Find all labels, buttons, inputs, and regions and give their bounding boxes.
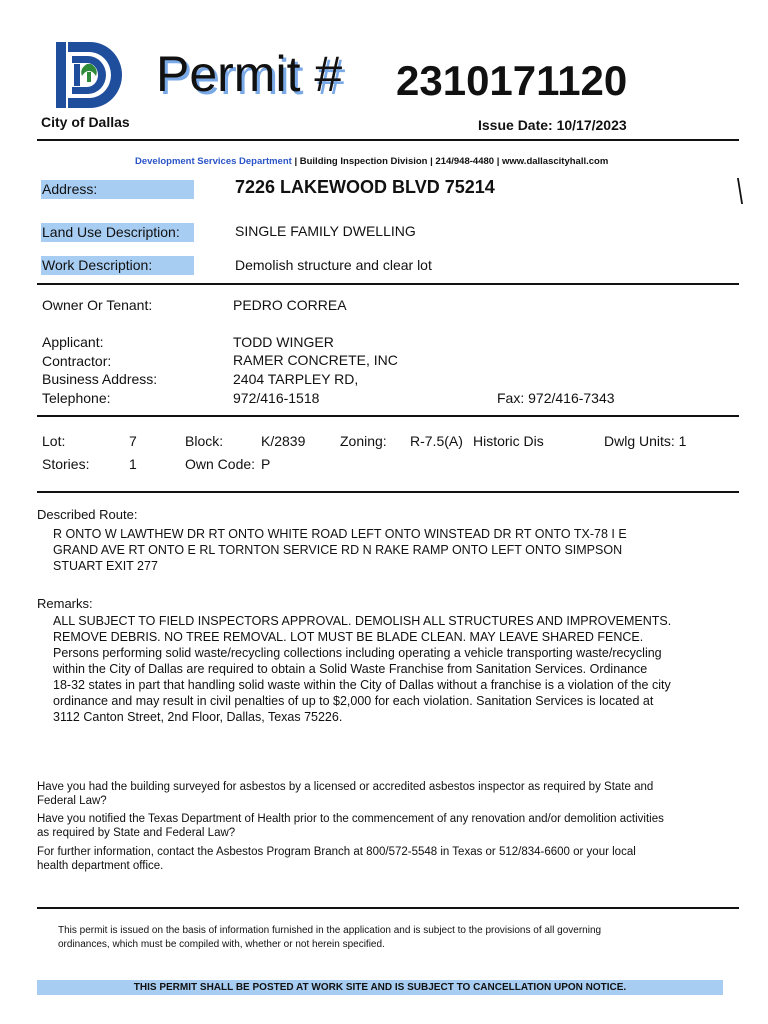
parties-divider bbox=[37, 415, 739, 417]
property-divider bbox=[37, 283, 739, 285]
work-desc-label: Work Description: bbox=[41, 256, 194, 275]
land-use-label: Land Use Description: bbox=[41, 223, 194, 242]
asbestos-line: Have you had the building surveyed for asbestos by a licensed or accredited asbestos inspector as required by State and bbox=[37, 781, 654, 793]
asbestos-line: as required by State and Federal Law? bbox=[37, 827, 236, 839]
remarks-line: within the City of Dallas are required to obtain a Solid Waste Franchise from Sanitation Services. Ordinance bbox=[53, 662, 648, 676]
permit-note bbox=[58, 924, 601, 952]
posting-banner bbox=[37, 980, 723, 995]
note-line: ordinances, which must be compiled with, whether or not herein specified. bbox=[58, 939, 385, 950]
owner-label: Owner Or Tenant: bbox=[42, 297, 153, 313]
remarks-label: Remarks: bbox=[37, 596, 93, 611]
route-line: R ONTO W LAWTHEW DR RT ONTO WHITE ROAD LEFT ONTO WINSTEAD DR RT ONTO TX-78 I E bbox=[53, 527, 627, 541]
asbestos-line: Have you notified the Texas Department of Health prior to the commencement of any renovation and/or demolition activities bbox=[37, 813, 664, 825]
lot-label: Lot: bbox=[42, 433, 66, 449]
route-label: Described Route: bbox=[37, 507, 138, 522]
dept-name: Development Services Department bbox=[135, 156, 292, 167]
edge-mark bbox=[737, 178, 743, 204]
block-label: Block: bbox=[185, 433, 224, 449]
applicant-value: TODD WINGER bbox=[233, 334, 334, 350]
own-code-value: P bbox=[261, 456, 271, 472]
dept-contact: | Building Inspection Division | 214/948-4480 | www.dallascityhall.com bbox=[291, 156, 609, 167]
dwelling-units: Dwlg Units: 1 bbox=[604, 433, 687, 449]
address-value: 7226 LAKEWOOD BLVD 75214 bbox=[235, 177, 495, 197]
own-code-label: Own Code: bbox=[185, 456, 256, 472]
lot-value: 7 bbox=[129, 433, 137, 449]
header-divider bbox=[37, 139, 739, 141]
remarks-line: 18-32 states in part that handling solid waste within the City of Dallas without a franchise is a violation of the city bbox=[53, 678, 671, 692]
land-use-value: SINGLE FAMILY DWELLING bbox=[235, 223, 416, 239]
route-line: STUART EXIT 277 bbox=[53, 559, 158, 573]
remarks-line: ordinance and may result in civil penalties of up to $2,000 for each violation. Sanitation Services is located at bbox=[53, 694, 654, 708]
stories-value: 1 bbox=[129, 456, 137, 472]
contractor-value: RAMER CONCRETE, INC bbox=[233, 352, 398, 368]
city-logo bbox=[54, 40, 124, 112]
address-label: Address: bbox=[41, 180, 194, 199]
work-desc-value: Demolish structure and clear lot bbox=[235, 257, 432, 273]
business-value: 2404 TARPLEY RD, bbox=[233, 371, 359, 387]
remarks-line: ALL SUBJECT TO FIELD INSPECTORS APPROVAL. DEMOLISH ALL STRUCTURES AND IMPROVEMENTS. bbox=[53, 614, 672, 628]
historic-district: Historic Dis bbox=[473, 433, 544, 449]
fax-value: Fax: 972/416-7343 bbox=[497, 390, 615, 406]
phone-value: 972/416-1518 bbox=[233, 390, 320, 406]
footer-divider bbox=[37, 907, 739, 909]
remarks-line: 3112 Canton Street, 2nd Floor, Dallas, Texas 75226. bbox=[53, 710, 343, 724]
issue-date: Issue Date: 10/17/2023 bbox=[478, 117, 627, 133]
city-name: City of Dallas bbox=[41, 114, 130, 130]
remarks-text bbox=[53, 613, 671, 725]
asbestos-survey-question bbox=[37, 780, 664, 808]
contractor-label: Contractor: bbox=[42, 353, 112, 369]
asbestos-line: For further information, contact the Asbestos Program Branch at 800/572-5548 in Texas or 512/834-6600 or your local bbox=[37, 846, 636, 858]
phone-label: Telephone: bbox=[42, 390, 111, 406]
asbestos-info bbox=[37, 845, 664, 873]
applicant-label: Applicant: bbox=[42, 334, 104, 350]
stories-label: Stories: bbox=[42, 456, 90, 472]
permit-label: Permit # bbox=[156, 46, 343, 102]
remarks-line: Persons performing solid waste/recycling collections including operating a vehicle transporting waste/recycling bbox=[53, 646, 662, 660]
asbestos-line: health department office. bbox=[37, 860, 164, 872]
note-line: This permit is issued on the basis of information furnished in the application and is subject to the provisions of all governing bbox=[58, 925, 602, 936]
dallas-logo-icon bbox=[54, 40, 124, 112]
lot-divider bbox=[37, 491, 739, 493]
zoning-value: R-7.5(A) bbox=[410, 433, 463, 449]
owner-value: PEDRO CORREA bbox=[233, 297, 347, 313]
route-line: GRAND AVE RT ONTO E RL TORNTON SERVICE RD N RAKE RAMP ONTO LEFT ONTO SIMPSON bbox=[53, 543, 623, 557]
block-value: K/2839 bbox=[261, 433, 306, 449]
asbestos-section bbox=[37, 780, 664, 873]
remarks-line: REMOVE DEBRIS. NO TREE REMOVAL. LOT MUST BE BLADE CLEAN. MAY LEAVE SHARED FENCE. bbox=[53, 630, 644, 644]
asbestos-notify-question bbox=[37, 812, 664, 840]
business-label: Business Address: bbox=[42, 371, 158, 387]
asbestos-line: Federal Law? bbox=[37, 795, 107, 807]
route-text bbox=[53, 526, 627, 574]
dept-line bbox=[135, 156, 608, 167]
zoning-label: Zoning: bbox=[340, 433, 387, 449]
posting-banner-text: THIS PERMIT SHALL BE POSTED AT WORK SITE AND IS SUBJECT TO CANCELLATION UPON NOTICE. bbox=[133, 982, 627, 993]
permit-number: 2310171120 bbox=[396, 57, 628, 104]
